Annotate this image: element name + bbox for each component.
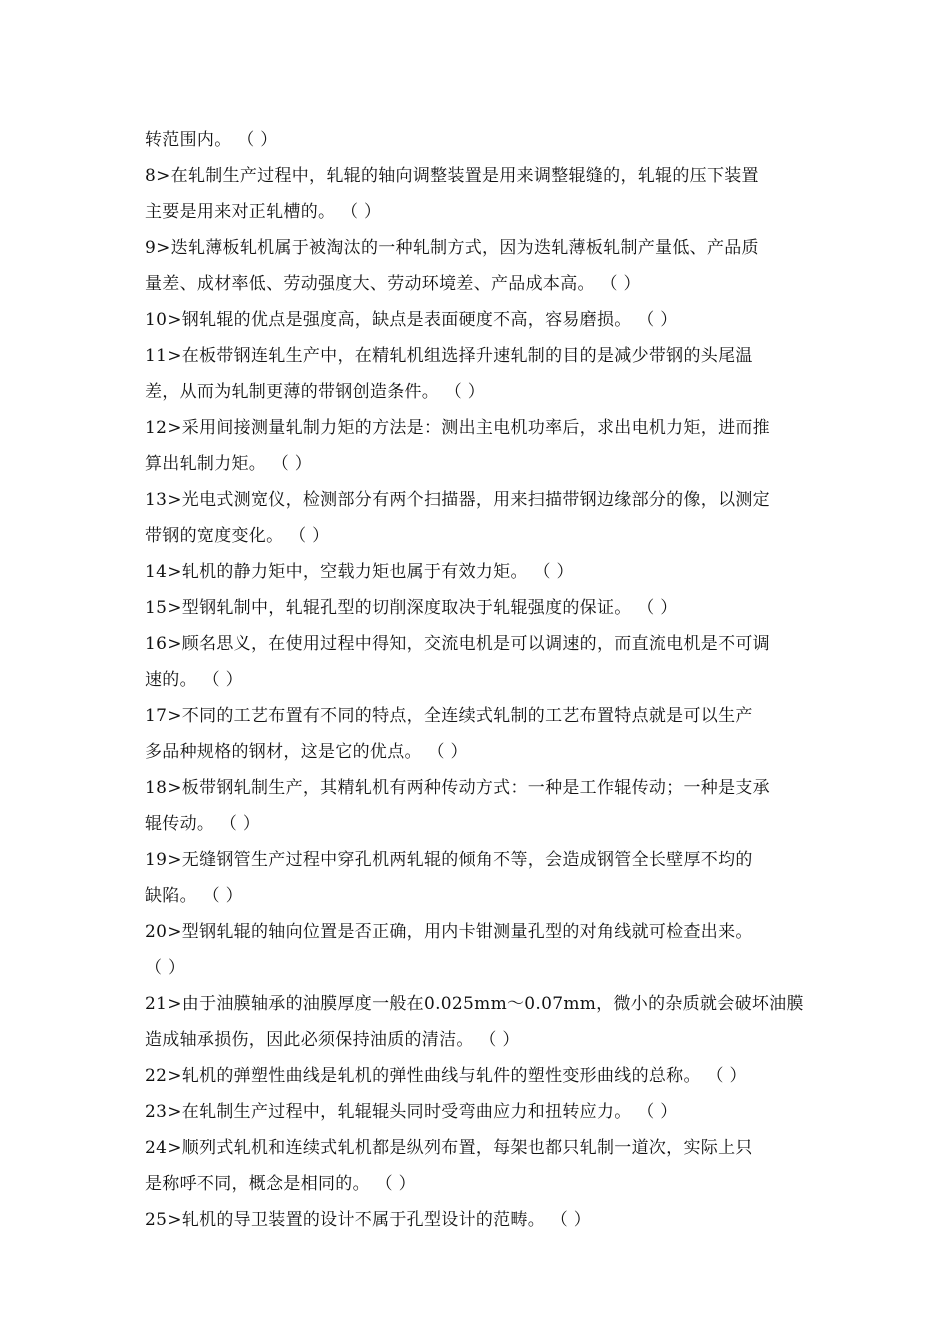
- question-23: 23>在轧制生产过程中，轧辊辊头同时受弯曲应力和扭转应力。 （ ）: [145, 1102, 678, 1122]
- text-line: 转范围内。 （ ）: [145, 130, 278, 150]
- question-list: [145, 122, 810, 1238]
- question-22: 22>轧机的弹塑性曲线是轧机的弹性曲线与轧件的塑性变形曲线的总称。 （ ）: [145, 1066, 747, 1086]
- question-25: 25>轧机的导卫装置的设计不属于孔型设计的范畴。 （ ）: [145, 1210, 592, 1230]
- question-14: 14>轧机的静力矩中，空载力矩也属于有效力矩。 （ ）: [145, 562, 574, 582]
- question-9-line-2: 量差、成材率低、劳动强度大、劳动环境差、产品成本高。 （ ）: [145, 274, 641, 294]
- question-8-line-2: 主要是用来对正轧槽的。 （ ）: [145, 202, 382, 222]
- question-17-line-2: 多品种规格的钢材，这是它的优点。 （ ）: [145, 742, 468, 762]
- question-20-line-1: 20>型钢轧辊的轴向位置是否正确，用内卡钳测量孔型的对角线就可检查出来。: [145, 922, 753, 942]
- question-24-line-2: 是称呼不同，概念是相同的。 （ ）: [145, 1174, 416, 1194]
- question-20-line-2: （ ）: [145, 958, 186, 978]
- question-18-line-1: 18>板带钢轧制生产，其精轧机有两种传动方式：一种是工作辊传动；一种是支承: [145, 778, 770, 798]
- question-21-line-2: 造成轴承损伤，因此必须保持油质的清洁。 （ ）: [145, 1030, 520, 1050]
- question-10: 10>钢轧辊的优点是强度高，缺点是表面硬度不高，容易磨损。 （ ）: [145, 310, 678, 330]
- question-16-line-2: 速的。 （ ）: [145, 670, 243, 690]
- question-13-line-2: 带钢的宽度变化。 （ ）: [145, 526, 330, 546]
- question-11-line-2: 差，从而为轧制更薄的带钢创造条件。 （ ）: [145, 382, 486, 402]
- question-15: 15>型钢轧制中，轧辊孔型的切削深度取决于轧辊强度的保证。 （ ）: [145, 598, 678, 618]
- question-24-line-1: 24>顺列式轧机和连续式轧机都是纵列布置，每架也都只轧制一道次，实际上只: [145, 1138, 753, 1158]
- question-12-line-2: 算出轧制力矩。 （ ）: [145, 454, 313, 474]
- question-18-line-2: 辊传动。 （ ）: [145, 814, 261, 834]
- question-17-line-1: 17>不同的工艺布置有不同的特点，全连续式轧制的工艺布置特点就是可以生产: [145, 706, 753, 726]
- question-12-line-1: 12>采用间接测量轧制力矩的方法是：测出主电机功率后，求出电机力矩，进而推: [145, 418, 770, 438]
- question-21-line-1: 21>由于油膜轴承的油膜厚度一般在0.025mm～0.07mm，微小的杂质就会破坏油膜: [145, 994, 804, 1014]
- question-8-line-1: 8>在轧制生产过程中，轧辊的轴向调整装置是用来调整辊缝的，轧辊的压下装置: [145, 166, 759, 186]
- question-9-line-1: 9>迭轧薄板轧机属于被淘汰的一种轧制方式，因为迭轧薄板轧制产量低、产品质: [145, 238, 759, 258]
- question-13-line-1: 13>光电式测宽仪，检测部分有两个扫描器，用来扫描带钢边缘部分的像，以测定: [145, 490, 770, 510]
- question-11-line-1: 11>在板带钢连轧生产中，在精轧机组选择升速轧制的目的是减少带钢的头尾温: [145, 346, 753, 366]
- question-19-line-2: 缺陷。 （ ）: [145, 886, 243, 906]
- question-16-line-1: 16>顾名思义，在使用过程中得知，交流电机是可以调速的，而直流电机是不可调: [145, 634, 770, 654]
- question-19-line-1: 19>无缝钢管生产过程中穿孔机两轧辊的倾角不等，会造成钢管全长壁厚不均的: [145, 850, 753, 870]
